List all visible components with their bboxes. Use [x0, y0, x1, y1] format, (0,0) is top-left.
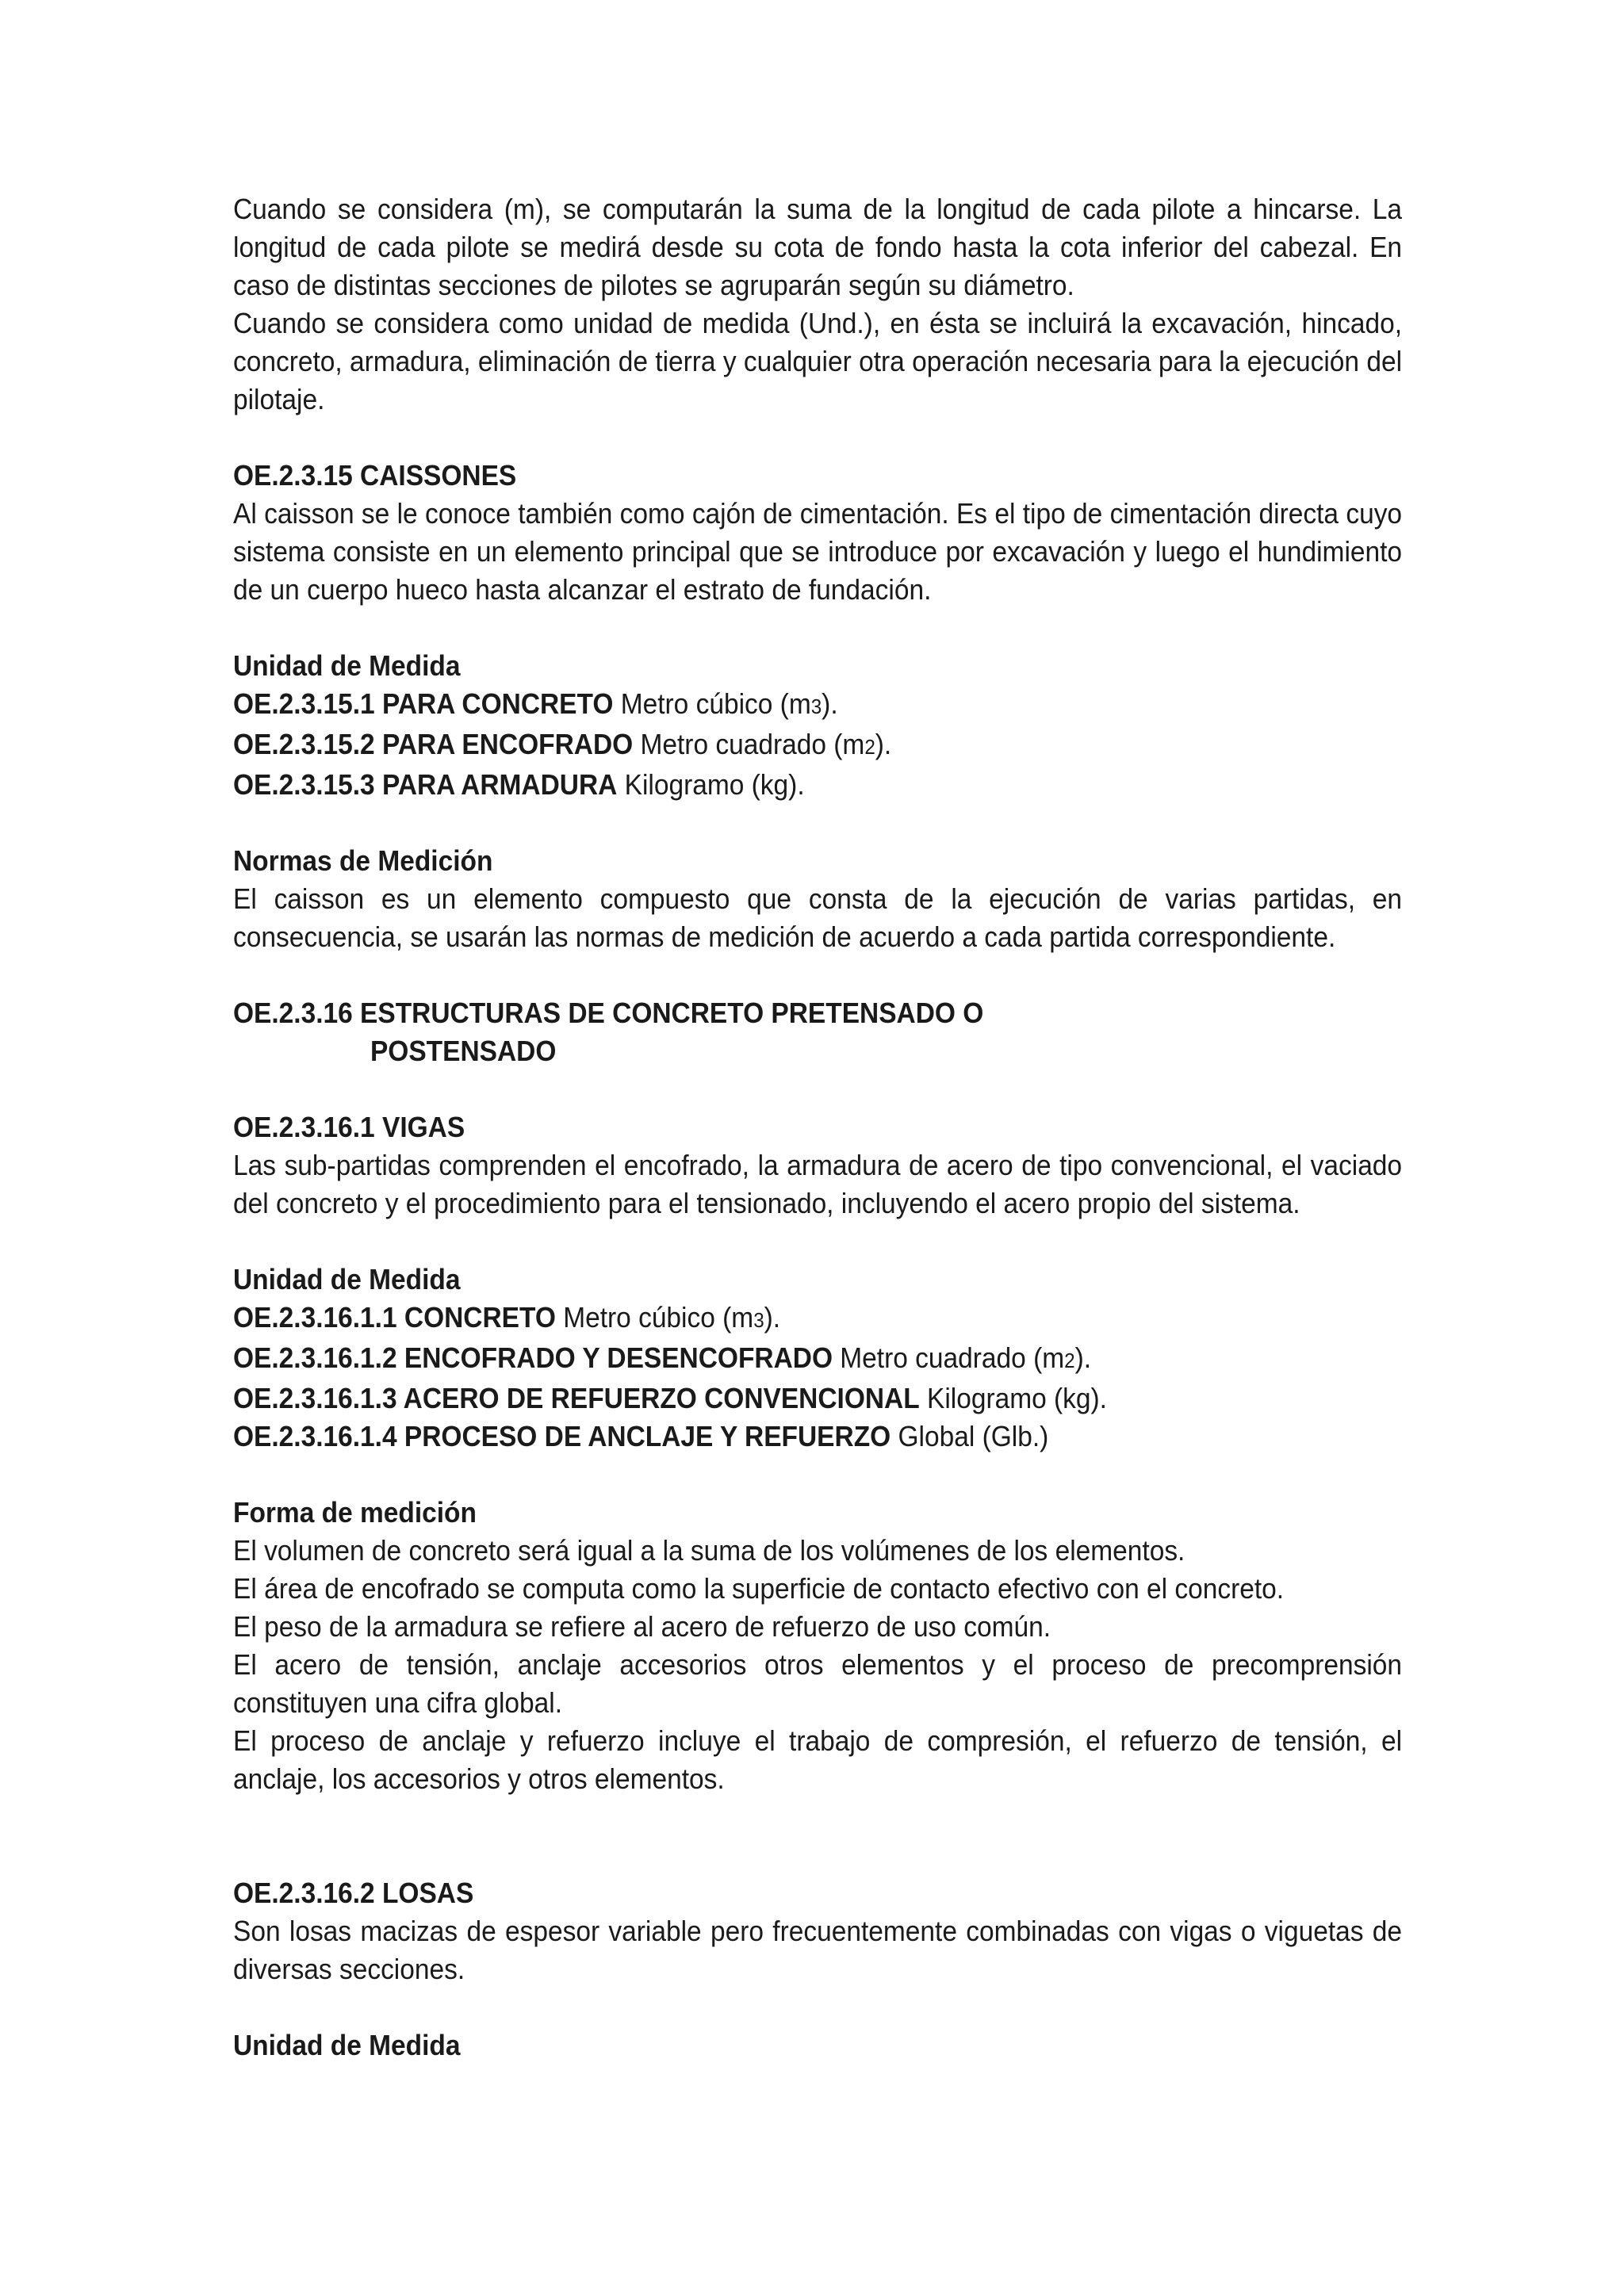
- intro-paragraph-2: Cuando se considera como unidad de medida (Und.), en ésta se incluirá la excavación, hincado, concreto, armadura, eliminación de tierra y cualquier otra operación necesaria para la ejecución del pilotaje.: [233, 307, 1403, 415]
- section-heading-vigas: OE.2.3.16.1 VIGAS: [233, 1111, 465, 1143]
- section-heading-estructuras: OE.2.3.16 ESTRUCTURAS DE CONCRETO PRETENSADO O: [233, 997, 984, 1029]
- vigas-unit-list: [233, 1299, 1402, 1456]
- caissones-unidad-heading: Unidad de Medida: [233, 649, 461, 682]
- vigas-forma-heading: Forma de medición: [233, 1496, 477, 1529]
- caissones-normas-heading: Normas de Medición: [233, 844, 493, 877]
- unit-item: OE.2.3.15.2 PARA ENCOFRADO Metro cuadrado (m2).: [233, 728, 892, 760]
- caissones-description: Al caisson se le conoce también como cajón de cimentación. Es el tipo de cimentación directa cuyo sistema consiste en un elemento principal que se introduce por excavación y luego el hundimiento de un cuerpo hueco hasta alcanzar el estrato de fundación.: [233, 497, 1403, 606]
- forma-line: El acero de tensión, anclaje accesorios otros elementos y el proceso de precomprensión constituyen una cifra global.: [233, 1648, 1403, 1719]
- vigas-description: Las sub-partidas comprenden el encofrado, la armadura de acero de tipo convencional, el vaciado del concreto y el procedimiento para el tensionado, incluyendo el acero propio del sistema.: [233, 1149, 1403, 1219]
- forma-line: El volumen de concreto será igual a la suma de los volúmenes de los elementos.: [233, 1534, 1185, 1567]
- losas-description: Son losas macizas de espesor variable pero frecuentemente combinadas con vigas o viguetas de diversas secciones.: [233, 1915, 1403, 1985]
- section-heading-losas: OE.2.3.16.2 LOSAS: [233, 1877, 474, 1909]
- section-heading-estructuras-line2: POSTENSADO: [370, 1035, 557, 1067]
- unit-item: OE.2.3.16.1.3 ACERO DE REFUERZO CONVENCIONAL Kilogramo (kg).: [233, 1382, 1107, 1414]
- unit-item: OE.2.3.16.1.2 ENCOFRADO Y DESENCOFRADO Metro cuadrado (m2).: [233, 1341, 1092, 1374]
- caissones-unit-list: [233, 685, 1402, 804]
- forma-line: El proceso de anclaje y refuerzo incluye el trabajo de compresión, el refuerzo de tensión, el anclaje, los accesorios y otros elementos.: [233, 1724, 1403, 1795]
- forma-line: El peso de la armadura se refiere al acero de refuerzo de uso común.: [233, 1610, 1051, 1643]
- unit-item: OE.2.3.16.1.4 PROCESO DE ANCLAJE Y REFUERZO Global (Glb.): [233, 1420, 1049, 1452]
- caissones-normas-body: El caisson es un elemento compuesto que consta de la ejecución de varias partidas, en consecuencia, se usarán las normas de medición de acuerdo a cada partida correspondiente.: [233, 882, 1403, 953]
- intro-paragraph-1: Cuando se considera (m), se computarán la suma de la longitud de cada pilote a hincarse. La longitud de cada pilote se medirá desde su cota de fondo hasta la cota inferior del cabezal. En caso de distintas secciones de pilotes se agruparán según su diámetro.: [233, 193, 1403, 301]
- unit-item: OE.2.3.16.1.1 CONCRETO Metro cúbico (m3).: [233, 1301, 781, 1334]
- document-page: [233, 190, 1402, 2064]
- losas-unidad-heading: Unidad de Medida: [233, 2029, 461, 2061]
- unit-item: OE.2.3.15.1 PARA CONCRETO Metro cúbico (m3).: [233, 687, 838, 720]
- unit-item: OE.2.3.15.3 PARA ARMADURA Kilogramo (kg).: [233, 768, 805, 801]
- vigas-unidad-heading: Unidad de Medida: [233, 1263, 461, 1295]
- forma-line: El área de encofrado se computa como la superficie de contacto efectivo con el concreto.: [233, 1572, 1285, 1605]
- section-heading-caissones: OE.2.3.15 CAISSONES: [233, 459, 517, 492]
